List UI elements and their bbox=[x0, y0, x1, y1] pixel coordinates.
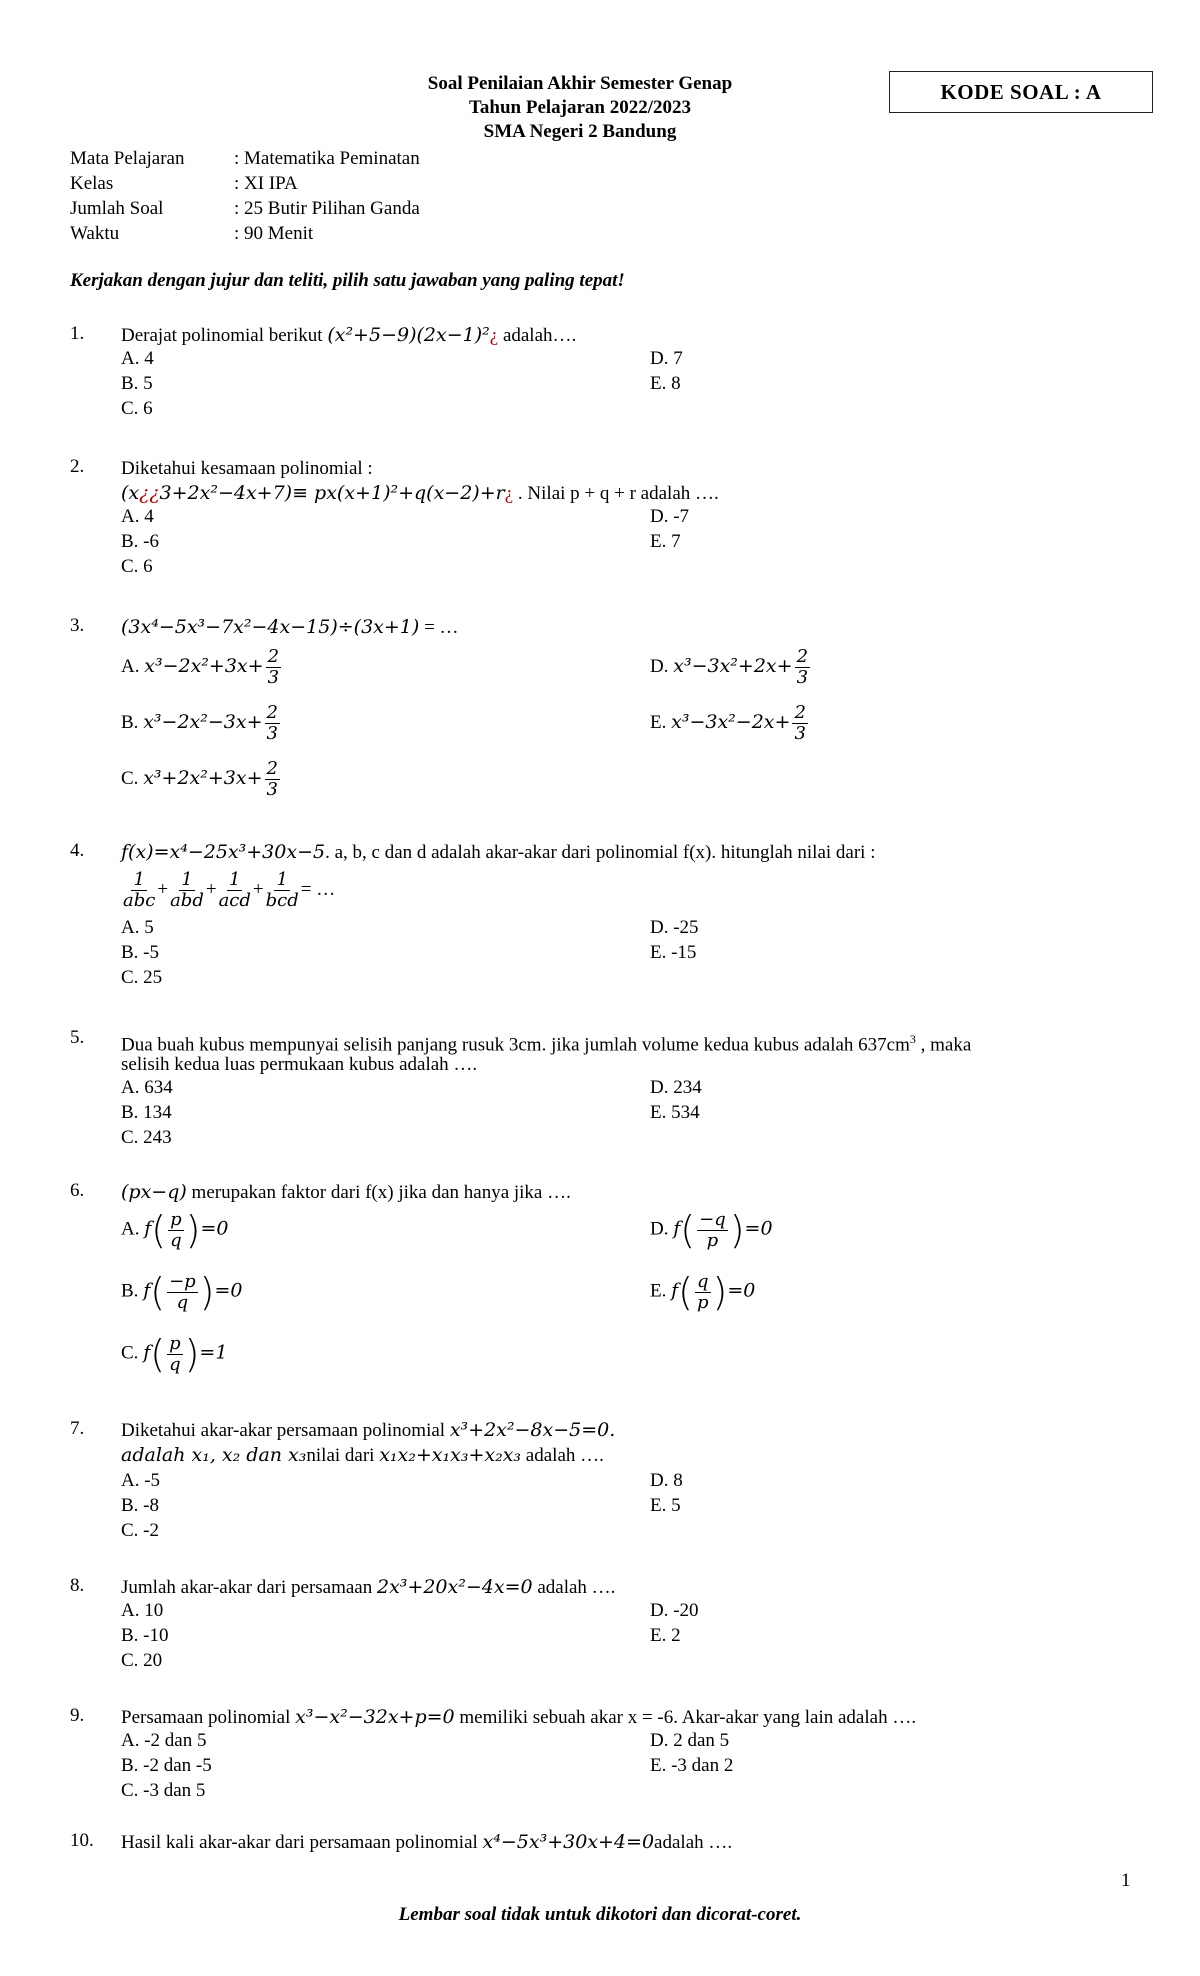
option-a: A. x³−2x²+3x+ $\frac{2}{3}$ bbox=[121, 646, 280, 688]
question-number: 6. bbox=[70, 1180, 85, 1201]
math-expression: x³−x²−32x+p=0 bbox=[295, 1706, 455, 1728]
question-number: 4. bbox=[70, 840, 85, 861]
option-a: A. -5 bbox=[121, 1470, 161, 1491]
footer-note: Lembar soal tidak untuk dikotori dan dicorat-coret. bbox=[398, 1904, 802, 1925]
question-text: Diketahui akar-akar persamaan polinomial bbox=[121, 1420, 446, 1441]
option-d: D. -25 bbox=[650, 917, 699, 938]
option-e: E. 534 bbox=[650, 1102, 700, 1123]
option-b: B. 134 bbox=[121, 1102, 172, 1123]
question-number: 8. bbox=[70, 1575, 85, 1596]
option-b: B. f( $\frac{-p}{q}$ )=0 bbox=[121, 1270, 243, 1314]
question-number: 2. bbox=[70, 456, 85, 477]
question-number: 3. bbox=[70, 615, 85, 636]
meta-row bbox=[70, 148, 420, 173]
math-expression: (x²+5−9)(2x−1)² bbox=[327, 324, 490, 346]
broken-glyph: ¿ bbox=[504, 483, 514, 504]
meta-value: : 25 Butir Pilihan Ganda bbox=[234, 198, 420, 219]
question-number: 5. bbox=[70, 1027, 85, 1048]
math-expression: 2x³+20x²−4x=0 bbox=[377, 1576, 533, 1598]
question-number: 1. bbox=[70, 323, 85, 344]
option-e: E. x³−3x²−2x+ $\frac{2}{3}$ bbox=[650, 702, 806, 744]
question-text: adalah …. bbox=[521, 1445, 604, 1466]
math-expression: 3+2x²−4x+7)≡ px(x+1)²+q(x−2)+r bbox=[159, 482, 505, 504]
option-b: B. -6 bbox=[121, 531, 159, 552]
math-expression: adalah x₁, x₂ dan x₃ bbox=[121, 1444, 307, 1466]
meta-row bbox=[70, 198, 420, 223]
math-expression: x³+2x²−8x−5=0. bbox=[449, 1419, 616, 1441]
option-d: D. 2 dan 5 bbox=[650, 1730, 730, 1751]
option-e: E. 8 bbox=[650, 373, 681, 394]
question-text: Jumlah akar-akar dari persamaan bbox=[121, 1577, 373, 1598]
option-e: E. -15 bbox=[650, 942, 697, 963]
option-c: C. 6 bbox=[121, 556, 153, 577]
question-text: Diketahui kesamaan polinomial : bbox=[121, 458, 373, 479]
option-a: A. 4 bbox=[121, 506, 154, 527]
option-c: C. -3 dan 5 bbox=[121, 1780, 206, 1801]
option-b: B. 5 bbox=[121, 373, 153, 394]
option-c: C. 243 bbox=[121, 1127, 172, 1148]
question-text: . Nilai p + q + r adalah …. bbox=[513, 483, 719, 504]
math-expression: (3x⁴−5x³−7x²−4x−15)÷(3x+1) bbox=[121, 616, 420, 638]
question-text: memiliki sebuah akar x = -6. Akar-akar yang lain adalah …. bbox=[454, 1707, 917, 1728]
meta-row bbox=[70, 173, 420, 198]
question-text: Derajat polinomial berikut bbox=[121, 325, 323, 346]
question-text: Hasil kali akar-akar dari persamaan polinomial bbox=[121, 1832, 478, 1853]
instruction: Kerjakan dengan jujur dan teliti, pilih satu jawaban yang paling tepat! bbox=[70, 270, 625, 291]
broken-glyph: ¿¿ bbox=[139, 482, 160, 504]
option-b: B. -2 dan -5 bbox=[121, 1755, 212, 1776]
meta-value: : 90 Menit bbox=[234, 223, 314, 244]
question-text: = … bbox=[419, 617, 459, 638]
question-text: adalah …. bbox=[654, 1832, 733, 1853]
option-a: A. -2 dan 5 bbox=[121, 1730, 207, 1751]
question-number: 9. bbox=[70, 1705, 85, 1726]
meta-key: Jumlah Soal bbox=[70, 198, 164, 219]
option-e: E. 5 bbox=[650, 1495, 681, 1516]
page-number: 1 bbox=[1121, 1870, 1131, 1891]
option-d: D. -20 bbox=[650, 1600, 699, 1621]
option-e: E. -3 dan 2 bbox=[650, 1755, 734, 1776]
option-c: C. x³+2x²+3x+ $\frac{2}{3}$ bbox=[121, 758, 278, 800]
option-a: A. f( $\frac{p}{q}$ )=0 bbox=[121, 1208, 229, 1252]
kode-soal-box bbox=[889, 71, 1153, 113]
option-c: C. -2 bbox=[121, 1520, 159, 1541]
meta-value: : XI IPA bbox=[234, 173, 298, 194]
option-c: C. 20 bbox=[121, 1650, 163, 1671]
meta-value: : Matematika Peminatan bbox=[234, 148, 420, 169]
option-d: D. 7 bbox=[650, 348, 683, 369]
question-text: Persamaan polinomial bbox=[121, 1707, 291, 1728]
question-text: adalah …. bbox=[532, 1577, 616, 1598]
question-text: nilai dari bbox=[306, 1445, 375, 1466]
question-text: adalah…. bbox=[498, 325, 577, 346]
option-d: D. 234 bbox=[650, 1077, 702, 1098]
question-text: Dua buah kubus mempunyai selisih panjang rusuk 3cm. jika jumlah volume kedua kubus adalah 637cm bbox=[121, 1034, 910, 1056]
math-expression: (px−q) bbox=[121, 1181, 187, 1203]
option-e: E. 2 bbox=[650, 1625, 681, 1646]
option-b: B. x³−2x²−3x+ $\frac{2}{3}$ bbox=[121, 702, 278, 744]
math-expression: x₁x₂+x₁x₃+x₂x₃ bbox=[379, 1444, 522, 1466]
question-text: merupakan faktor dari f(x) jika dan hanya jika …. bbox=[186, 1182, 571, 1203]
meta-row bbox=[70, 223, 420, 248]
question-number: 10. bbox=[70, 1830, 94, 1851]
superscript: 3 bbox=[909, 1032, 916, 1046]
exam-meta bbox=[70, 148, 420, 248]
meta-key: Kelas bbox=[70, 173, 114, 194]
sum-of-fractions: $\frac{1}{\text{abc}}$ + $\frac{1}{\text{abd}}$ + $\frac{1}{\text{acd}}$ + $\frac{1}{\text{bcd}}$ = … bbox=[123, 868, 336, 911]
option-a: A. 4 bbox=[121, 348, 154, 369]
option-b: B. -10 bbox=[121, 1625, 169, 1646]
title-line-1: Soal Penilaian Akhir Semester Genap bbox=[427, 73, 733, 94]
option-d: D. f( $\frac{-q}{p}$ )=0 bbox=[650, 1208, 773, 1252]
meta-key: Mata Pelajaran bbox=[70, 148, 185, 169]
option-d: D. 8 bbox=[650, 1470, 683, 1491]
kode-soal-text: KODE SOAL : A bbox=[940, 79, 1102, 104]
title-line-3: SMA Negeri 2 Bandung bbox=[483, 121, 677, 142]
option-e: E. f( $\frac{q}{p}$ )=0 bbox=[650, 1270, 756, 1314]
meta-key: Waktu bbox=[70, 223, 120, 244]
question-text: . a, b, c dan d adalah akar-akar dari polinomial f(x). hitunglah nilai dari : bbox=[325, 842, 876, 863]
option-d: D. -7 bbox=[650, 506, 690, 527]
question-number: 7. bbox=[70, 1418, 85, 1439]
option-a: A. 634 bbox=[121, 1077, 173, 1098]
option-c: C. 6 bbox=[121, 398, 153, 419]
math-expression: x⁴−5x³+30x+4=0 bbox=[482, 1831, 655, 1853]
title-line-2: Tahun Pelajaran 2022/2023 bbox=[468, 97, 692, 118]
question-text: , maka bbox=[915, 1034, 972, 1056]
option-d: D. x³−3x²+2x+ $\frac{2}{3}$ bbox=[650, 646, 809, 688]
option-e: E. 7 bbox=[650, 531, 681, 552]
option-c: C. f( $\frac{p}{q}$ )=1 bbox=[121, 1332, 228, 1376]
option-a: A. 5 bbox=[121, 917, 154, 938]
option-b: B. -5 bbox=[121, 942, 159, 963]
math-expression: (x bbox=[121, 482, 140, 504]
option-b: B. -8 bbox=[121, 1495, 159, 1516]
option-c: C. 25 bbox=[121, 967, 163, 988]
broken-glyph: ¿ bbox=[489, 325, 499, 346]
math-expression: f(x)=x⁴−25x³+30x−5 bbox=[121, 841, 326, 863]
question-text: selisih kedua luas permukaan kubus adalah …. bbox=[121, 1054, 478, 1075]
option-a: A. 10 bbox=[121, 1600, 164, 1621]
